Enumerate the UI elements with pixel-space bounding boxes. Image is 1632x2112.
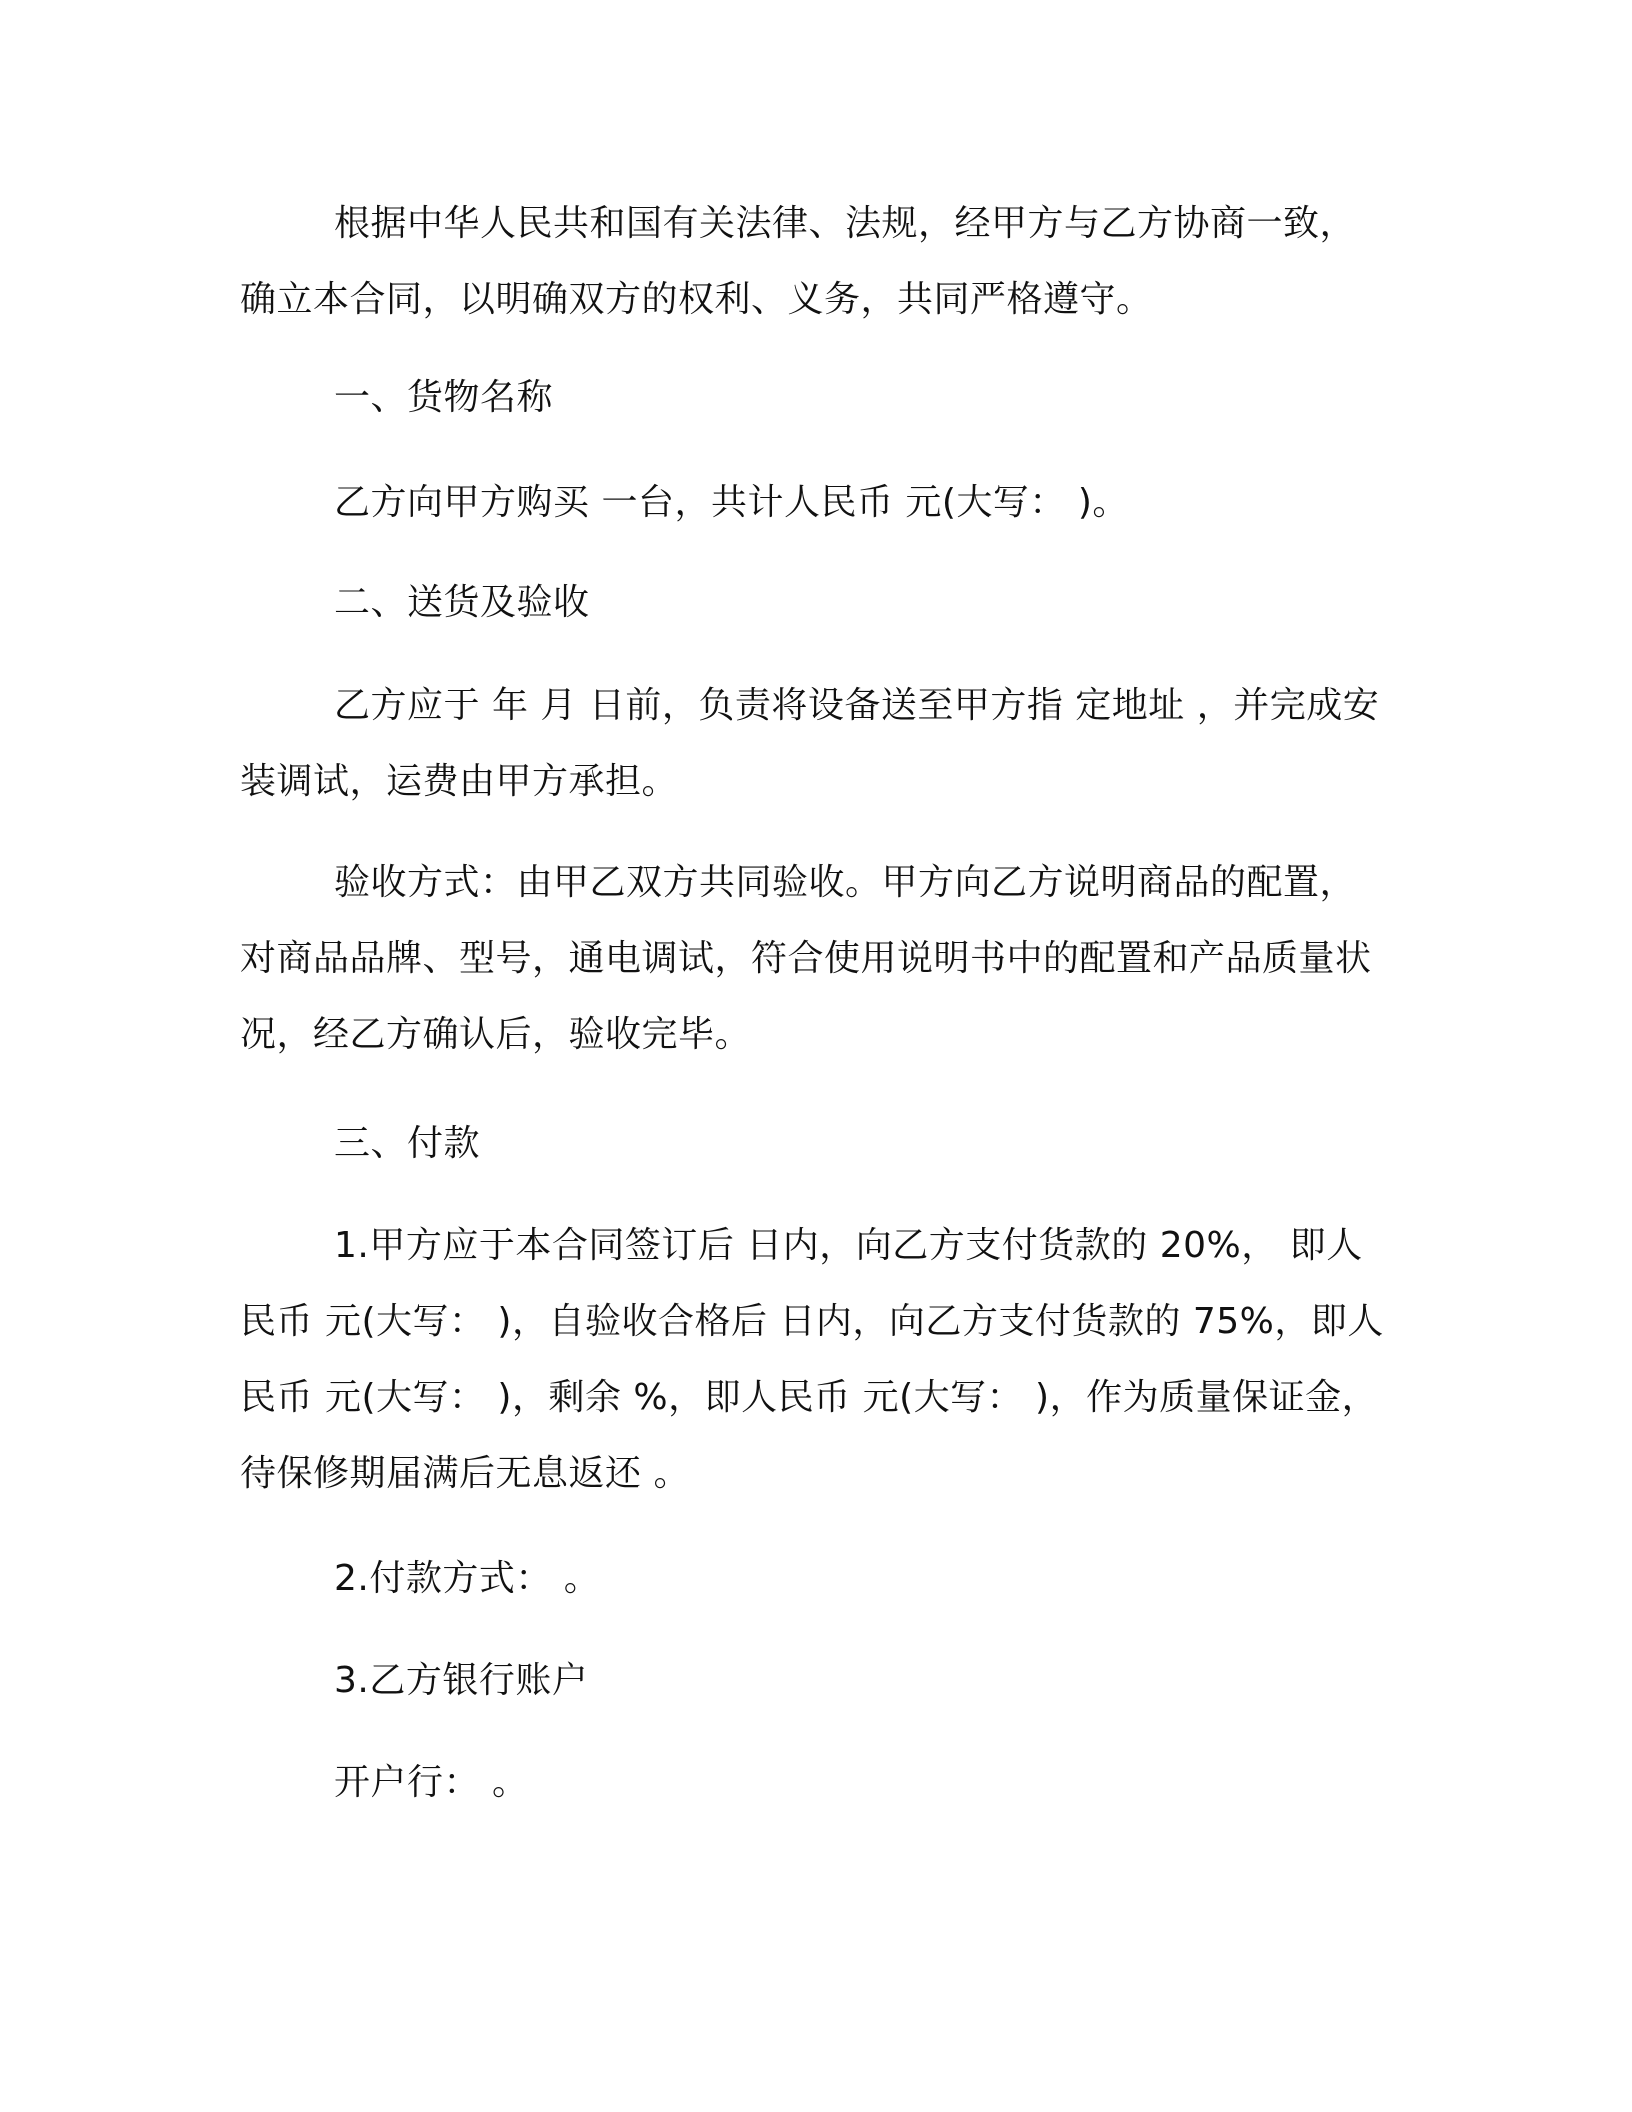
section3-item1 — [240, 1208, 1390, 1512]
section3-item2 — [240, 1541, 1390, 1617]
section1-heading — [240, 360, 1390, 436]
section1-body — [240, 465, 1390, 541]
bank-line-text: 开户行： 。 — [334, 1762, 529, 1803]
section2-body2 — [240, 845, 1390, 1073]
section3-item3-text: 3.乙方银行账户 — [334, 1660, 589, 1701]
section3-item1-text: 1.甲方应于本合同签订后 日内，向乙方支付货款的 20%， 即人民币 元(大写： )，自验收合格后 日内，向乙方支付货款的 75%，即人民币 元(大写： )，剩余 %，即人民币 元(大写： )，作为质量保证金，待保修期届满后无息返还 。 — [240, 1225, 1384, 1494]
section2-body1 — [240, 668, 1390, 820]
bank-line — [240, 1745, 1390, 1821]
section1-heading-text: 一、货物名称 — [334, 377, 554, 418]
section3-item2-text: 2.付款方式： 。 — [334, 1558, 601, 1599]
intro-text: 根据中华人民共和国有关法律、法规，经甲方与乙方协商一致，确立本合同，以明确双方的权利、义务，共同严格遵守。 — [240, 203, 1357, 320]
section2-heading-text: 二、送货及验收 — [334, 582, 590, 623]
section3-item3 — [240, 1643, 1390, 1719]
section2-body2-text: 验收方式：由甲乙双方共同验收。甲方向乙方说明商品的配置，对商品品牌、型号，通电调试，符合使用说明书中的配置和产品质量状况，经乙方确认后，验收完毕。 — [240, 862, 1372, 1055]
intro-paragraph — [240, 186, 1390, 338]
section1-body-text: 乙方向甲方购买 一台，共计人民币 元(大写： )。 — [334, 482, 1129, 523]
section2-body1-text: 乙方应于 年 月 日前，负责将设备送至甲方指 定地址 ，并完成安装调试，运费由甲方承担。 — [240, 685, 1380, 802]
section2-heading — [240, 565, 1390, 641]
section3-heading — [240, 1106, 1390, 1182]
section3-heading-text: 三、付款 — [334, 1123, 481, 1164]
